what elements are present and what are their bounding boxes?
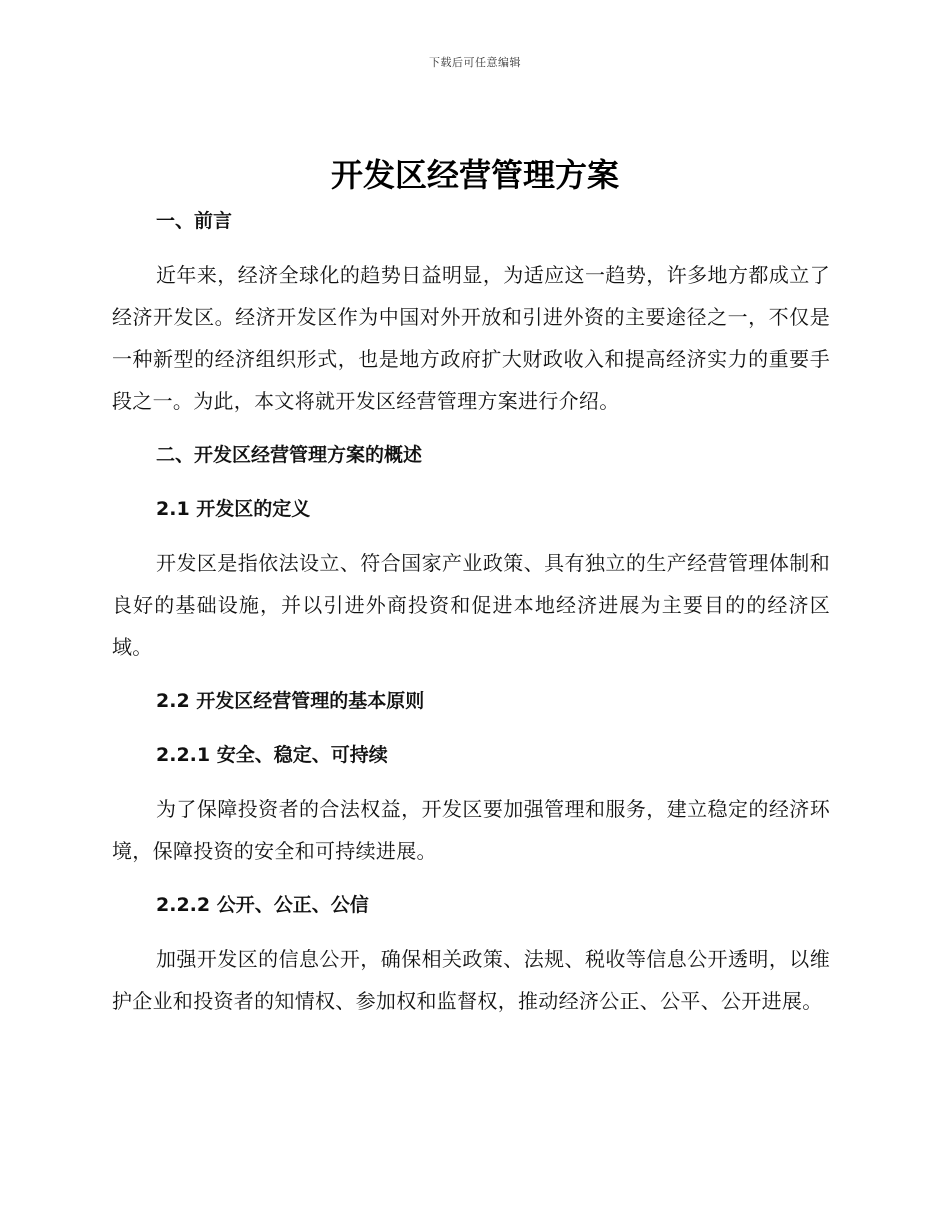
paragraph-safety: 为了保障投资者的合法权益，开发区要加强管理和服务，建立稳定的经济环境，保障投资的安全和可持续进展。 — [112, 797, 830, 863]
subsection-heading-openness: 2.2.2 公开、公正、公信 — [156, 894, 369, 916]
paragraph-definition: 开发区是指依法设立、符合国家产业政策、具有独立的生产经营管理体制和良好的基础设施，并以引进外商投资和促进本地经济进展为主要目的的经济区域。 — [112, 551, 830, 659]
section-heading-overview: 二、开发区经营管理方案的概述 — [156, 444, 423, 466]
subsection-heading-safety: 2.2.1 安全、稳定、可持续 — [156, 744, 388, 766]
subsection-heading-principles: 2.2 开发区经营管理的基本原则 — [156, 690, 425, 712]
page-header-note: 下载后可任意编辑 — [429, 56, 521, 69]
document-body — [112, 200, 830, 1034]
document-title: 开发区经营管理方案 — [330, 156, 619, 194]
paragraph-openness: 加强开发区的信息公开，确保相关政策、法规、税收等信息公开透明，以维护企业和投资者的知情权、参加权和监督权，推动经济公正、公平、公开进展。 — [112, 947, 830, 1013]
subsection-heading-definition: 2.1 开发区的定义 — [156, 498, 311, 520]
paragraph-preface: 近年来，经济全球化的趋势日益明显，为适应这一趋势，许多地方都成立了经济开发区。经济开发区作为中国对外开放和引进外资的主要途径之一，不仅是一种新型的经济组织形式，也是地方政府扩大财政收入和提高经济实力的重要手段之一。为此，本文将就开发区经营管理方案进行介绍。 — [112, 263, 830, 413]
section-heading-preface: 一、前言 — [156, 210, 233, 232]
